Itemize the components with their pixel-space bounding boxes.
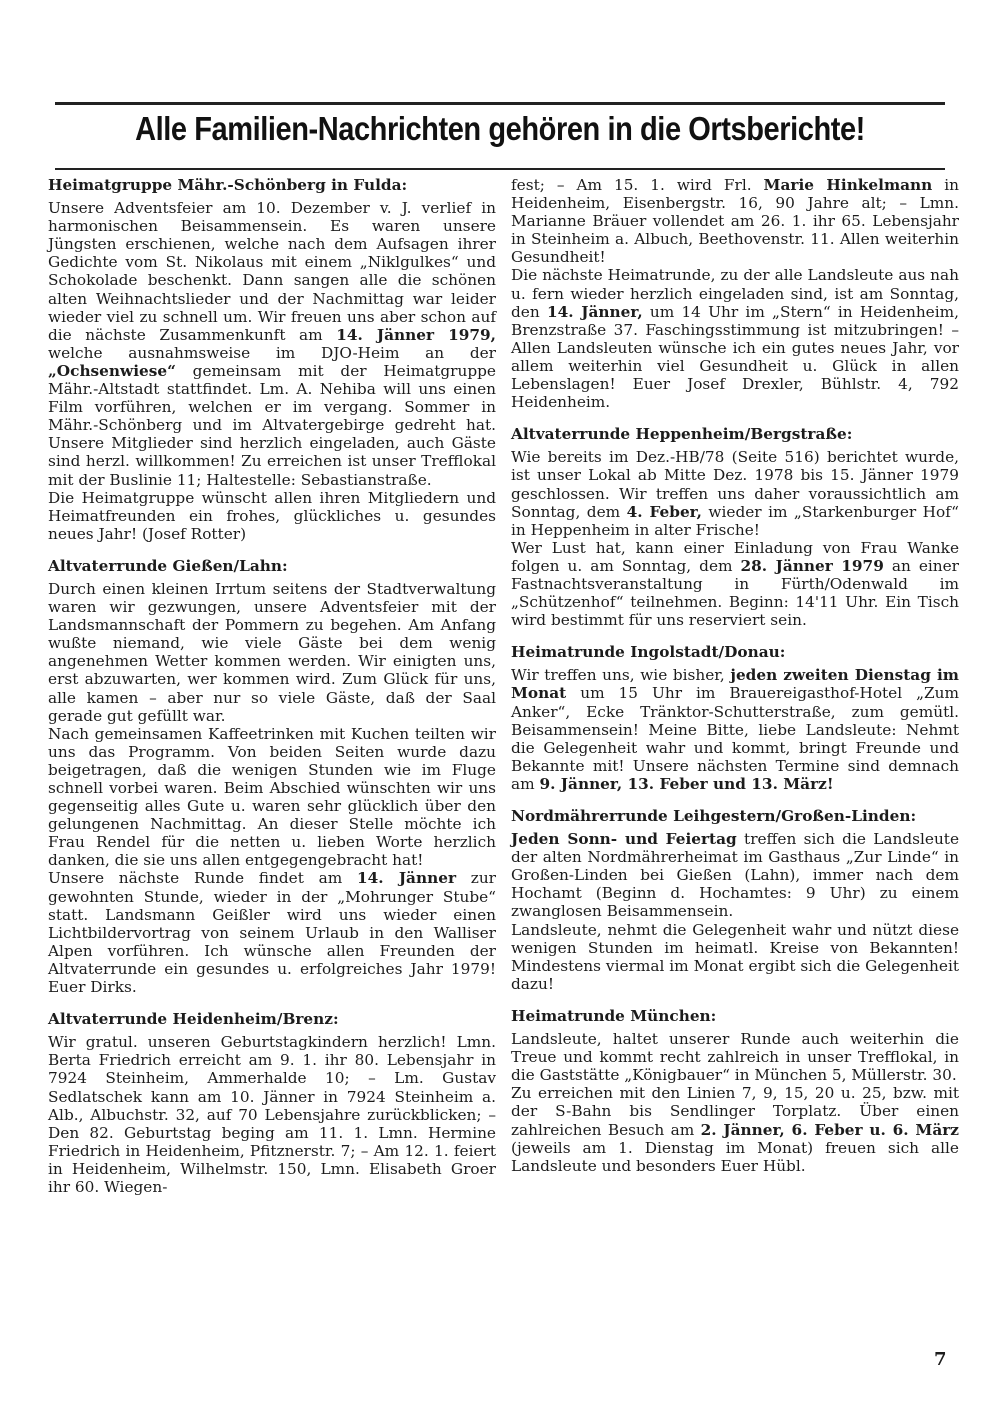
section-paragraph (511, 1030, 959, 1084)
section-title: Altvaterrunde Heppenheim/Bergstraße: (511, 425, 853, 444)
section-title: Altvaterrunde Heidenheim/Brenz: (48, 1010, 339, 1029)
section-title: Heimatrunde Ingolstadt/Donau: (511, 643, 786, 662)
text-run: Durch einen kleinen Irrtum seitens der Stadtverwaltung waren wir gezwungen, unsere Adventsfeier mit der Landsmannschaft der Pommern zu begehen. Am Anfang wußte niemand, wie viele Gäste bei dem wenig angenehmen Wetter kommen werden. Wir einigten uns, erst abzuwarten, wer kommen wird. Zum Glück für uns, alle kamen – aber nur so viele Gäste, daß der Saal gerade gut gefüllt war. (48, 579, 496, 725)
text-run: (jeweils am 1. Dienstag im Monat) freuen sich alle Landsleute und besonders Euer Hübl. (511, 1138, 959, 1175)
text-run: fest; – Am 15. 1. wird Frl. (511, 176, 764, 194)
section-paragraph (511, 176, 959, 266)
page-headline: Alle Familien-Nachrichten gehören in die Ortsberichte! (135, 110, 865, 147)
top-rule (55, 102, 945, 105)
section-paragraph (511, 266, 959, 411)
bold-text: Jeden Sonn- und Feiertag (511, 830, 737, 849)
text-run: Wie bereits im Dez.-HB/78 (Seite 516) berichtet wurde, ist unser Lokal ab Mitte Dez. 1978 bis 15. Jänner 1979 geschlossen. Wir treffen uns daher voraussichtlich am Sonntag, dem (511, 448, 959, 521)
text-run: Wir treffen uns, wie bisher, (511, 666, 731, 685)
bold-text: 28. Jänner 1979 (740, 556, 884, 575)
text-run: treffen sich die Landsleute der alten Nordmährerheimat im Gasthaus „Zur Linde“ in Großen-Linden bei Gießen (Lahn), immer nach dem Hochamt (Beginn d. Hochamtes: 9 Uhr) zu einem zwanglosen Beisammensein. (511, 830, 959, 921)
section-paragraph (511, 830, 959, 920)
text-run: an einer Fastnachtsveranstaltung in Fürth/Odenwald im „Schützenhof“ teilnehmen. Beginn: 14'11 Uhr. Ein Tisch wird bestimmt für uns reserviert sein. (511, 556, 959, 630)
text-run: Unsere Adventsfeier am 10. Dezember v. J. verlief in harmonischen Beisammensein. Es waren unsere Jüngsten erschienen, welche nach dem Aufsagen ihrer Gedichte vom St. Nikolaus mit einem „Niklgulkes“ und Schokolade beschenkt. Dann sangen alle die schönen alten Weihnachtslieder und der Nachmittag war leider wieder viel zu schnell um. Wir freuen uns aber schon auf die nächste Zusammenkunft am (48, 199, 496, 344)
text-run: Unsere nächste Runde findet am (48, 869, 357, 888)
section-title: Nordmährerrunde Leihgestern/Großen-Linden: (511, 807, 917, 825)
text-run: in Heidenheim, Eisenbergstr. 16, 90 Jahre alt; – Lmn. Marianne Bräuer vollendet am 26. 1. ihr 65. Lebensjahr in Steinheim a. Albuch, Beethovenstr. 11. Allen weiterhin Gesundheit! (511, 176, 960, 267)
section-paragraph (511, 666, 959, 793)
text-run: Nach gemeinsamen Kaffeetrinken mit Kuchen teilten wir uns das Programm. Von beiden Seiten wurde dazu beigetragen, daß die wenigen Stunden wie im Fluge schnell vorbei waren. Beim Abschied wünschten wir uns gegenseitig alles Gute u. waren sehr glücklich über den gelungenen Nachmittag. An dieser Stelle möchte ich Frau Rendel für die netten u. lieben Worte herzlich danken, die sie uns allen entgegengebracht hat! (48, 724, 496, 870)
text-run: welche ausnahmsweise im DJO-Heim an der (48, 343, 496, 362)
section-paragraph (48, 1033, 496, 1196)
section-title: Heimatrunde München: (511, 1006, 717, 1025)
section-title: Altvaterrunde Gießen/Lahn: (48, 556, 288, 575)
text-run: Zu erreichen mit den Linien 7, 9, 15, 20 u. 25, bzw. mit der S-Bahn bis Sendlinger Torplatz. Über einen zahlreichen Besuch am (511, 1084, 959, 1139)
section-paragraph (48, 869, 496, 996)
bold-text: 2. Jänner, 6. Feber u. 6. März (700, 1120, 959, 1139)
text-run: wieder im „Starkenburger Hof“ in Heppenheim in alter Frische! (511, 502, 959, 539)
bold-text: 14. Jänner 1979, (336, 325, 496, 344)
text-run: Wir gratul. unseren Geburtstagkindern herzlich! Lmn. Berta Friedrich erreicht am 9. 1. ihr 80. Lebensjahr in 7924 Steinheim, Ammerhalde 10; – Lm. Gustav Sedlatschek kann am 10. Jänner in 7924 Steinheim a. Alb., Albuchstr. 32, auf 70 Lebensjahre zurückblicken; – Den 82. Geburtstag beging am 11. 1. Lmn. Hermine Friedrich in Heidenheim, Pfitznerstr. 7; – Am 12. 1. feiert in Heidenheim, Wilhelmstr. 150, Lmn. Elisabeth Groer ihr 60. Wiegen- (48, 1033, 496, 1196)
bold-text: „Ochsenwiese“ (48, 361, 176, 380)
section-paragraph (511, 1084, 959, 1174)
section-paragraph (511, 448, 959, 538)
text-run: Wer Lust hat, kann einer Einladung von Frau Wanke folgen u. am Sonntag, dem (511, 538, 959, 575)
bold-text: 9. Jänner, 13. Feber und 13. März! (539, 774, 834, 793)
bold-text: 14. Jänner (356, 869, 457, 888)
text-run: Die Heimatgruppe wünscht allen ihren Mitgliedern und Heimatfreunden ein frohes, glückliches u. gesundes neues Jahr! (Josef Rotter) (48, 488, 496, 543)
bold-text: Marie Hinkelmann (763, 176, 933, 194)
section-paragraph (511, 539, 959, 629)
section-paragraph (48, 725, 496, 870)
section-paragraph (511, 921, 959, 993)
text-run: um 15 Uhr im Brauereigasthof-Hotel „Zum Anker“, Ecke Tränktor-Schutterstraße, zum gemütl. Beisammensein! Meine Bitte, liebe Landsleute: Nehmt die Gelegenheit wahr und kommt, bringt Freunde und Bekannte mit! Unsere nächsten Termine sind demnach am (511, 684, 959, 793)
text-run: Die nächste Heimatrunde, zu der alle Landsleute aus nah u. fern wieder herzlich eingeladen sind, ist am Sonntag, den (511, 266, 959, 321)
section-paragraph (48, 199, 496, 489)
text-run: gemeinsam mit der Heimatgruppe Mähr.-Altstadt stattfindet. Lm. A. Nehiba will uns einen Film vorführen, welchen er im vergang. Sommer in Mähr.-Schönberg und im Altvatergebirge gedreht hat. Unsere Mitglieder sind herzlich eingeladen, auch Gäste sind herzl. willkommen! Zu erreichen ist unser Trefflokal mit der Buslinie 11; Haltestelle: Sebastianstraße. (48, 361, 496, 489)
text-run: zur gewohnten Stunde, wieder in der „Mohrunger Stube“ statt. Landsmann Geißler wird uns wieder einen Lichtbildervortrag von seinem Urlaub in den Walliser Alpen vorführen. Ich wünsche allen Freunden der Altvaterrunde ein gesundes u. erfolgreiches Jahr 1979! Euer Dirks. (48, 869, 496, 997)
section-paragraph (48, 580, 496, 725)
section-title: Heimatgruppe Mähr.-Schönberg in Fulda: (48, 176, 408, 194)
column-left (48, 176, 496, 1196)
text-run: Landsleute, haltet unserer Runde auch weiterhin die Treue und kommt recht zahlreich in unser Trefflokal, in die Gaststätte „Königbauer“ in München 5, Müllerstr. 30. (511, 1030, 959, 1085)
bold-text: 14. Jänner, (546, 302, 643, 321)
bold-text: jeden zweiten Dienstag im Monat (511, 666, 959, 703)
bold-text: 4. Feber, (626, 502, 702, 521)
section-paragraph (48, 489, 496, 543)
page-number: 7 (934, 1349, 947, 1370)
text-run: um 14 Uhr im „Stern“ in Heidenheim, Brenzstraße 37. Faschingsstimmung ist mitzubringen! – Allen Landsleuten wünsche ich ein gutes neues Jahr, vor allem weiterhin viel Gesundheit u. Glück in allen Lebenslagen! Euer Josef Drexler, Bühlstr. 4, 792 Heidenheim. (511, 302, 959, 412)
headline-rule (55, 168, 945, 170)
column-right (511, 176, 959, 1175)
text-run: Landsleute, nehmt die Gelegenheit wahr und nützt diese wenigen Stunden im heimatl. Kreise von Bekannten! Mindestens viermal im Monat ergibt sich die Gelegenheit dazu! (511, 920, 959, 993)
